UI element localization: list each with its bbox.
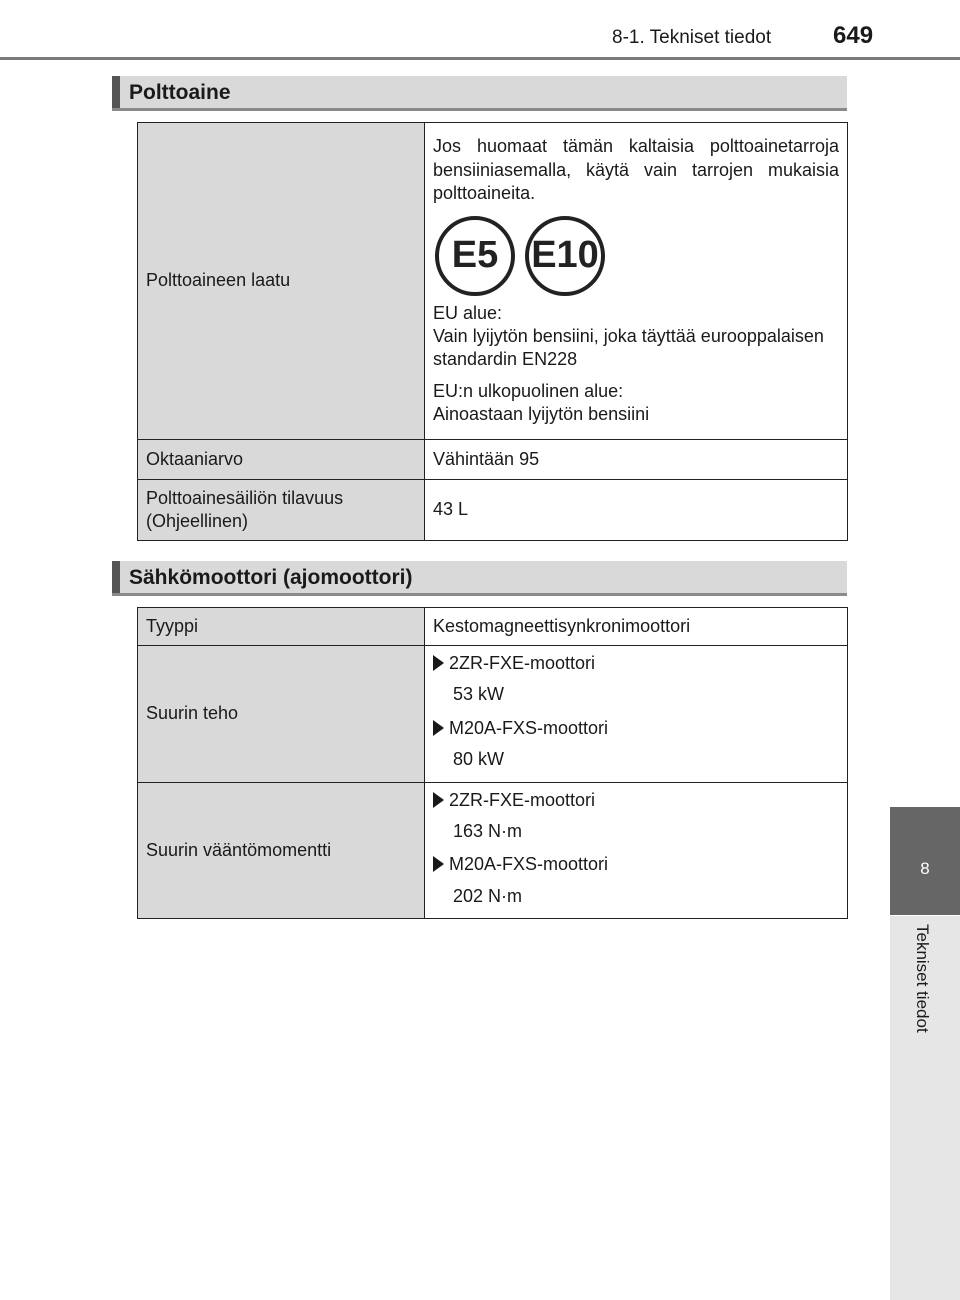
list-item xyxy=(433,652,839,675)
torque-value: 202 N·m xyxy=(453,885,523,906)
eu-title: EU alue: xyxy=(433,302,503,323)
non-eu-title: EU:n ulkopuolinen alue: xyxy=(433,380,624,401)
chapter-label: Tekniset tiedot xyxy=(913,924,932,1033)
e5-fuel-label-icon xyxy=(435,216,515,296)
section-title: Polttoaine xyxy=(129,81,231,104)
engine-name: M20A-FXS-moottori xyxy=(449,854,609,875)
bullet-triangle-icon xyxy=(433,792,444,808)
table-row xyxy=(138,123,848,440)
table-row xyxy=(138,440,848,480)
e5-label-text: E5 xyxy=(451,233,499,276)
table-value-cell xyxy=(425,123,848,440)
table-value-cell xyxy=(425,782,848,919)
bullet-triangle-icon xyxy=(433,720,444,736)
table-key-cell: Suurin vääntömomentti xyxy=(138,782,425,919)
bullet-triangle-icon xyxy=(433,856,444,872)
section-title: Sähkömoottori (ajomoottori) xyxy=(129,566,413,589)
fuel-section-heading xyxy=(112,76,847,111)
running-header-title: 8-1. Tekniset tiedot xyxy=(612,27,772,48)
e10-label-text: E10 xyxy=(531,233,599,276)
list-item xyxy=(433,789,839,812)
table-key-cell xyxy=(138,480,425,541)
table-row xyxy=(138,782,848,919)
fuel-labels xyxy=(435,216,839,296)
table-key-cell: Oktaaniarvo xyxy=(138,440,425,480)
table-value-cell xyxy=(425,646,848,783)
fuel-quality-intro: Jos huomaat tämän kaltaisia polttoainetarroja bensiiniasemalla, käytä vain tarrojen mukaisia polttoaineita. xyxy=(433,136,839,204)
engine-name: M20A-FXS-moottori xyxy=(449,717,609,738)
section-marker xyxy=(112,76,120,108)
table-value-cell: 43 L xyxy=(425,480,848,541)
chapter-tab xyxy=(890,807,960,915)
fuel-spec-table xyxy=(137,122,848,541)
power-value: 80 kW xyxy=(453,749,505,770)
tank-label-line2: (Ohjeellinen) xyxy=(146,511,249,531)
bullet-triangle-icon xyxy=(433,655,444,671)
power-value: 53 kW xyxy=(453,684,505,705)
table-row xyxy=(138,608,848,646)
header-rule xyxy=(0,57,960,60)
section-marker xyxy=(112,561,120,593)
table-row xyxy=(138,646,848,783)
engine-name: 2ZR-FXE-moottori xyxy=(449,653,596,673)
table-row xyxy=(138,480,848,541)
e10-fuel-label-icon xyxy=(525,216,605,296)
table-key-cell: Polttoaineen laatu xyxy=(138,123,425,440)
table-key-cell: Suurin teho xyxy=(138,646,425,783)
torque-value: 163 N·m xyxy=(453,820,523,841)
non-eu-text: Ainoastaan lyijytön bensiini xyxy=(433,404,650,425)
table-value-cell: Vähintään 95 xyxy=(425,440,848,480)
table-key-cell: Tyyppi xyxy=(138,608,425,646)
tank-label-line1: Polttoainesäiliön tilavuus xyxy=(146,487,344,508)
engine-name: 2ZR-FXE-moottori xyxy=(449,789,596,810)
list-item xyxy=(433,717,839,740)
table-value-cell: Kestomagneettisynkronimoottori xyxy=(425,608,848,646)
eu-text: Vain lyijytön bensiini, joka täyttää eurooppalaisen standardin EN228 xyxy=(433,326,824,370)
motor-spec-table xyxy=(137,607,848,919)
page-number: 649 xyxy=(833,22,874,49)
chapter-number: 8 xyxy=(920,859,930,878)
list-item xyxy=(433,853,839,876)
motor-section-heading xyxy=(112,561,847,596)
